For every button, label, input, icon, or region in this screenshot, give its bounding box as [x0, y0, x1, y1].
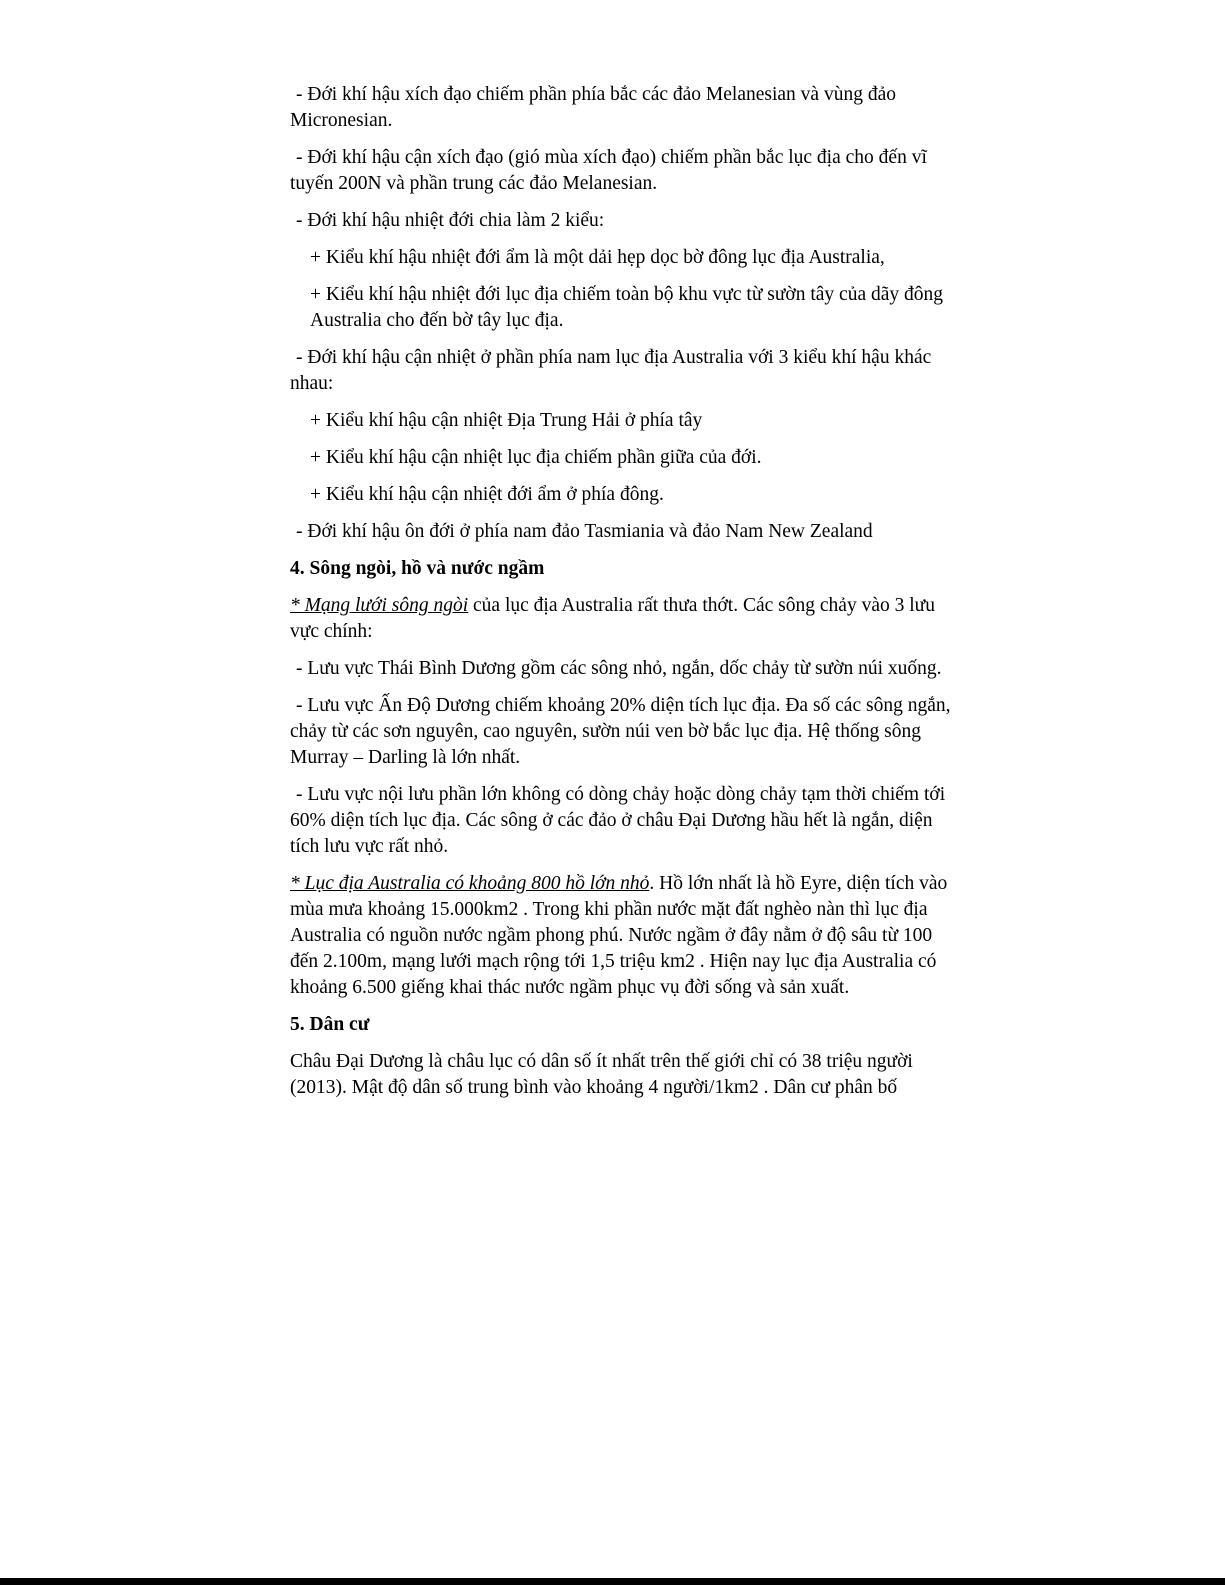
climate-equatorial-paragraph: - Đới khí hậu xích đạo chiếm phần phía bắc các đảo Melanesian và vùng đảo Micronesian.: [290, 84, 896, 131]
rivers-intro-emphasis: * Mạng lưới sông ngòi: [290, 595, 469, 616]
climate-subtropical-humid-item: + Kiểu khí hậu cận nhiệt đới ẩm ở phía đông.: [310, 484, 664, 505]
indian-basin-paragraph: - Lưu vực Ấn Độ Dương chiếm khoảng 20% diện tích lục địa. Đa số các sông ngắn, chảy từ các sơn nguyên, cao nguyên, sườn núi ven bờ bắc lục địa. Hệ thống sông Murray – Darling là lớn nhất.: [290, 695, 951, 768]
climate-subtropical-continental-item: + Kiểu khí hậu cận nhiệt lục địa chiếm phần giữa của đới.: [310, 447, 762, 468]
climate-tropical-paragraph: - Đới khí hậu nhiệt đới chia làm 2 kiểu:: [296, 210, 605, 231]
climate-temperate-paragraph: - Đới khí hậu ôn đới ở phía nam đảo Tasmiania và đảo Nam New Zealand: [296, 521, 873, 542]
climate-subtropical-paragraph: - Đới khí hậu cận nhiệt ở phần phía nam lục địa Australia với 3 kiểu khí hậu khác nhau:: [290, 347, 932, 394]
climate-mediterranean-item: + Kiểu khí hậu cận nhiệt Địa Trung Hải ở phía tây: [310, 410, 703, 431]
climate-tropical-humid-item: + Kiểu khí hậu nhiệt đới ẩm là một dải hẹp dọc bờ đông lục địa Australia,: [310, 247, 885, 268]
document-page: [290, 82, 965, 1112]
rivers-heading: 4. Sông ngòi, hồ và nước ngầm: [290, 558, 545, 579]
lakes-paragraph: [290, 871, 965, 1001]
lakes-text: . Hồ lớn nhất là hồ Eyre, diện tích vào mùa mưa khoảng 15.000km2 . Trong khi phần nước mặt đất nghèo nàn thì lục địa Australia có nguồn nước ngầm phong phú. Nước ngầm ở đây nằm ở độ sâu từ 100 đến 2.100m, mạng lưới mạch rộng tới 1,5 triệu km2 . Hiện nay lục địa Australia có khoảng 6.500 giếng khai thác nước ngầm phục vụ đời sống và sản xuất.: [290, 873, 948, 998]
rivers-intro-paragraph: [290, 593, 965, 645]
lakes-emphasis: * Lục địa Australia có khoảng 800 hồ lớn nhỏ: [290, 873, 650, 894]
pacific-basin-paragraph: - Lưu vực Thái Bình Dương gồm các sông nhỏ, ngắn, dốc chảy từ sườn núi xuống.: [296, 658, 942, 679]
climate-tropical-continental-item: + Kiểu khí hậu nhiệt đới lục địa chiếm toàn bộ khu vực từ sườn tây của dãy đông Australia cho đến bờ tây lục địa.: [310, 284, 944, 331]
rivers-intro-text: của lục địa Australia rất thưa thớt. Các sông chảy vào 3 lưu vực chính:: [290, 595, 935, 642]
population-paragraph: Châu Đại Dương là châu lục có dân số ít nhất trên thế giới chỉ có 38 triệu người (2013). Mật độ dân số trung bình vào khoảng 4 người/1km2 . Dân cư phân bố: [290, 1051, 913, 1098]
page-bottom-border: [0, 1578, 1225, 1585]
climate-subequatorial-paragraph: - Đới khí hậu cận xích đạo (gió mùa xích đạo) chiếm phần bắc lục địa cho đến vĩ tuyến 200N và phần trung các đảo Melanesian.: [290, 147, 927, 194]
inland-basin-paragraph: - Lưu vực nội lưu phần lớn không có dòng chảy hoặc dòng chảy tạm thời chiếm tới 60% diện tích lục địa. Các sông ở các đảo ở châu Đại Dương hầu hết là ngắn, diện tích lưu vực rất nhỏ.: [290, 784, 946, 857]
population-heading: 5. Dân cư: [290, 1014, 370, 1035]
